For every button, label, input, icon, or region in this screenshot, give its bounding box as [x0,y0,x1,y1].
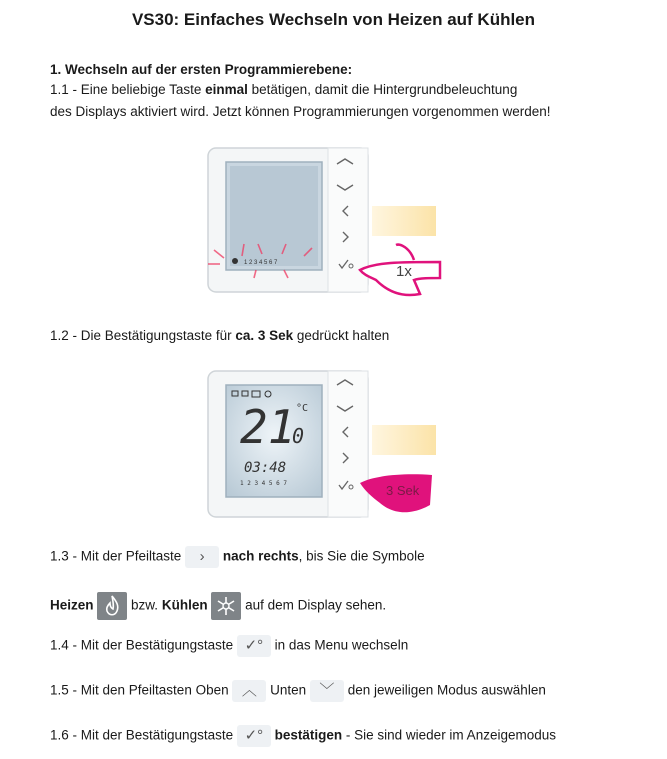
temperature-decimal: 0 [292,424,305,448]
right-arrow-button-icon: › [185,546,219,568]
up-arrow-button-icon: ︿ [232,680,266,702]
step-1-3: 1.3 - Mit der Pfeiltaste › nach rechts, bis Sie die Symbole [50,546,425,568]
temperature-unit: °C [296,403,309,414]
section-heading: 1. Wechseln auf der ersten Programmierebene: [50,62,353,77]
down-arrow-button-icon: ﹀ [310,680,344,702]
step-1-5: 1.5 - Mit den Pfeiltasten Oben ︿ Unten ﹀ den jeweiligen Modus auswählen [50,680,546,702]
step-1-4: 1.4 - Mit der Bestätigungstaste ✓° in das Menu wechseln [50,635,408,657]
page-title: VS30: Einfaches Wechseln von Heizen auf Kühlen [131,10,536,29]
snowflake-icon [211,592,241,620]
step-1-1-line2: des Displays aktiviert wird. Jetzt können Programmierungen vorgenommen werden! [50,104,551,119]
thermostat-figure-1 [200,140,450,300]
clock-time: 03:48 [244,460,287,476]
heat-cool-line: Heizen bzw. Kühlen auf dem Display sehen. [50,592,386,620]
flame-icon [97,592,127,620]
svg-text:1 2 3 4 5 6 7: 1 2 3 4 5 6 7 [244,260,278,266]
step-1-2: 1.2 - Die Bestätigungstaste für ca. 3 Sek gedrückt halten [50,328,390,343]
step-1-1-line1: 1.1 - Eine beliebige Taste einmal betätigen, damit die Hintergrundbeleuchtung [50,82,518,97]
thermostat-figure-2 [200,365,450,525]
temperature-main: 21 [240,400,296,454]
confirm-check-icon: ✓° [237,725,271,747]
press-once-label: 1x [396,263,412,280]
hold-duration-label: 3 Sek [386,483,420,498]
step-1-6: 1.6 - Mit der Bestätigungstaste ✓° bestätigen - Sie sind wieder im Anzeigemodus [50,725,556,747]
confirm-check-icon: ✓° [237,635,271,657]
svg-text:1 2 3 4 5 6 7: 1 2 3 4 5 6 7 [240,480,287,487]
